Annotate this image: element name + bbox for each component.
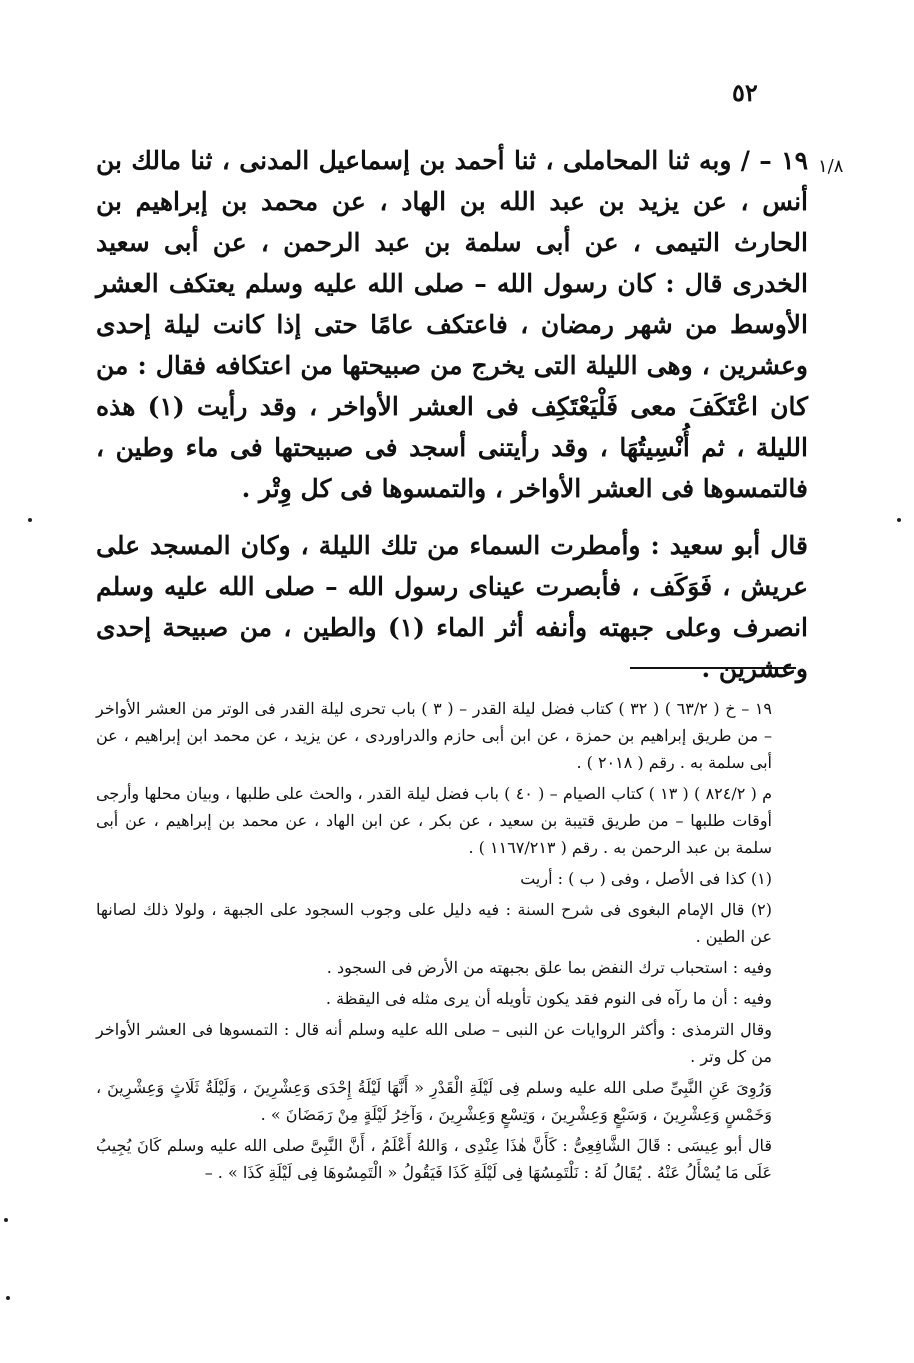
- footnotes: [96, 695, 808, 1190]
- footnote-item: وَرُوِىَ عَنِ النَّبِىِّ صلى الله عليه وسلم فِى لَيْلَةِ الْقَدْرِ « أَنَّهَا لَيْلَةُ إِحْدَى وَعِشْرِينَ ، وَلَيْلَةُ ثَلَاثٍ وَعِشْرِينَ ، وَخَمْسٍ وَعِشْرِينَ ، وَسَبْعٍ وَعِشْرِينَ ، وَتِسْعٍ وَعِشْرِينَ ، وَآخِرُ لَيْلَةٍ مِنْ رَمَضَانَ » .: [96, 1078, 772, 1124]
- margin-folio-note: ١/٨: [818, 156, 844, 177]
- scan-speck: [28, 518, 32, 522]
- footnote-item: وفيه : استحباب ترك النفض بما علق بجبهته من الأرض فى السجود .: [326, 958, 772, 977]
- footnote-item: قال أبو عِيسَى : قَالَ الشَّافِعِىُّ : كَأَنَّ هٰذَا عِنْدِى ، وَاللهُ أَعْلَمُ ، أَنَّ النَّبِىَّ صلى الله عليه وسلم كَانَ يُجِيبُ عَلَى مَا يُسْأَلُ عَنْهُ . يُقَالُ لَهُ : نَلْتَمِسُهَا فِى لَيْلَةِ كَذَا فَيَقُولُ « الْتَمِسُوهَا فِى لَيْلَةِ كَذَا » . –: [96, 1136, 772, 1182]
- footnote-item: (١) كذا فى الأصل ، وفى ( ب ) : أريت: [520, 869, 772, 888]
- footnote-item: وفيه : أن ما رآه فى النوم فقد يكون تأويله أن يرى مثله فى اليقظة .: [325, 989, 772, 1008]
- footnote-divider: [630, 667, 796, 669]
- page-number: ٥٢: [732, 78, 758, 107]
- footnote-item: م ( ٨٢٤/٢ ) ( ١٣ ) كتاب الصيام – ( ٤٠ ) باب فضل ليلة القدر ، والحث على طلبها ، وبيان محلها وأرجى أوقات طلبها – من طريق قتيبة بن سعيد ، عن بكر ، عن ابن الهاد ، عن محمد بن إبراهيم ، عن أبى سلمة بن عبد الرحمن به . رقم ( ١١٦٧/٢١٣ ) .: [96, 784, 772, 857]
- hadith-paragraph: ١٩ – / وبه ثنا المحاملى ، ثنا أحمد بن إسماعيل المدنى ، ثنا مالك بن أنس ، عن يزيد بن عبد الله بن الهاد ، عن محمد بن إبراهيم بن الحارث التيمى ، عن أبى سلمة بن عبد الرحمن ، عن أبى سعيد الخدرى قال : كان رسول الله – صلى الله عليه وسلم يعتكف العشر الأوسط من شهر رمضان ، فاعتكف عامًا حتى إذا كانت ليلة إحدى وعشرين ، وهى الليلة التى يخرج من صبيحتها من اعتكافه فقال : من كان اعْتَكَفَ معى فَلْيَعْتَكِف فى العشر الأواخر ، وقد رأيت (١) هذه الليلة ، ثم أُنْسِيتُهَا ، وقد رأيتنى أسجد فى صبيحتها فى ماء وطين ، فالتمسوها فى العشر الأواخر ، والتمسوها فى كل وِتْر .: [96, 146, 809, 503]
- scan-speck: [897, 518, 901, 522]
- footnote-item: (٢) قال الإمام البغوى فى شرح السنة : فيه دليل على وجوب السجود على الجبهة ، ولولا ذلك لصانها عن الطين .: [96, 900, 772, 946]
- main-text: [96, 140, 808, 705]
- footnote-item: ١٩ – خ ( ٦٣/٢ ) ( ٣٢ ) كتاب فضل ليلة القدر – ( ٣ ) باب تحرى ليلة القدر فى الوتر من العشر الأواخر – من طريق إبراهيم بن حمزة ، عن ابن أبى حازم والدراوردى ، عن يزيد ، عن محمد ابن إبراهيم ، عن أبى سلمة به . رقم ( ٢٠١٨ ) .: [96, 699, 772, 772]
- footnote-item: وقال الترمذى : وأكثر الروايات عن النبى – صلى الله عليه وسلم أنه قال : التمسوها فى العشر الأواخر من كل وتر .: [96, 1020, 772, 1066]
- scan-speck: [4, 1218, 8, 1222]
- hadith-paragraph: قال أبو سعيد : وأمطرت السماء من تلك الليلة ، وكان المسجد على عريش ، فَوَكَف ، فأبصرت عيناى رسول الله – صلى الله عليه وسلم انصرف وعلى جبهته وأنفه أثر الماء (١) والطين ، من صبيحة إحدى وعشرين .: [96, 531, 808, 683]
- scan-speck: [6, 1296, 10, 1300]
